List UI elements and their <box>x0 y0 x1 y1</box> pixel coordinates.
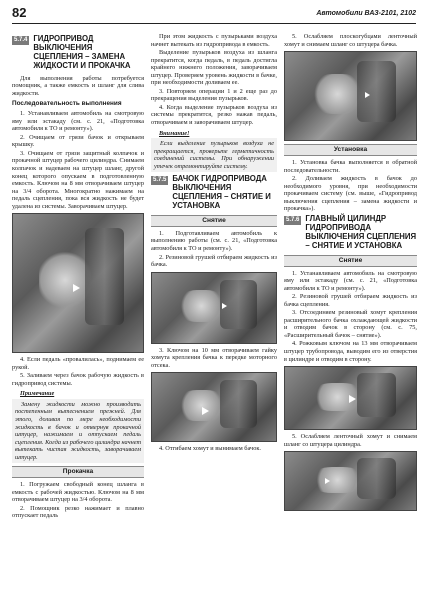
paragraph: 1. Устанавливаем автомобиль на смотровую яму или эстакаду (см. с. 21, «Подготовка автомобиля к ТО и ремонту»). <box>284 269 417 292</box>
paragraph: 2. Помощник резко нажимает и плавно отпускает педаль <box>12 504 144 520</box>
note-text: Замену жидкости можно производить постепенным вытеснением прежней. Для этого, доливая по мере необходимости жидкость в бачок и отвернув прокачной штуцер, нажимаем и отпускаем педаль сцепления. Когда из рабочего цилиндра начнет вытекать чистая жидкость, заворачиваем штуцер. <box>12 399 144 463</box>
paragraph: 4. Когда выделение пузырьков воздуха из системы прекратится, резко нажав педаль, отворачиваем и заворачиваем штуцер. <box>151 103 277 127</box>
paragraph: 1. Погружаем свободный конец шланга в емкость с рабочей жидкостью. Ключом на 8 мм отворачиваем штуцер на 3/4 оборота. <box>12 481 144 504</box>
photo-reservoir-clamp <box>151 372 277 442</box>
photo-master-cylinder-hose <box>284 451 417 511</box>
running-title: Автомобили ВАЗ-2101, 2102 <box>316 10 416 17</box>
subheading-removal: Снятие <box>151 215 277 227</box>
paragraph: 5. Ослабляем плоскогубцами ленточный хомут и снимаем шланг со штуцера бачка. <box>284 33 417 48</box>
column-left <box>12 33 144 592</box>
paragraph: 1. Установка бачка выполняется в обратной последовательности. <box>284 159 417 174</box>
paragraph: 2. Резиновой грушей отбираем жидкость из бачка сцепления. <box>284 293 417 308</box>
paragraph: При этом жидкость с пузырьками воздуха начнет вытекать из гидропривода в емкость. <box>151 33 277 48</box>
paragraph: 4. Отгибаем хомут и вынимаем бачок. <box>159 445 261 453</box>
paragraph: 2. Очищаем от грязи бачок и открываем крышку. <box>12 133 144 149</box>
photo-master-cylinder-fitting <box>284 366 417 430</box>
section-heading <box>151 175 277 211</box>
section-number: 5.7.6 <box>284 216 301 225</box>
intro-paragraph: Для выполнения работы потребуется помощник, а также емкость и шланг для слива жидкости. <box>12 74 144 97</box>
paragraph: 4. Если педаль «провалилась», поднимаем ее рукой. <box>12 356 144 371</box>
photo-reservoir-bulb <box>151 272 277 344</box>
section-heading <box>12 35 144 71</box>
subheading-install: Установка <box>284 144 417 156</box>
section-title: БАЧОК ГИДРОПРИВОДА ВЫКЛЮЧЕНИЯ СЦЕПЛЕНИЯ – СНЯТИЕ И УСТАНОВКА <box>172 174 271 211</box>
sequence-title: Последовательность выполнения <box>12 100 122 108</box>
section-title: ГИДРОПРИВОД ВЫКЛЮЧЕНИЯ СЦЕПЛЕНИЯ – ЗАМЕНА ЖИДКОСТИ И ПРОКАЧКА <box>33 34 131 70</box>
warning-text: Если выделение пузырьков воздуха не прекращается, проверьте герметичность соединений системы. При обнаружении утечек отремонтируйте систему. <box>151 138 277 172</box>
arrow-icon <box>365 92 370 98</box>
paragraph: 1. Подготавливаем автомобиль к выполнению работы (см. с. 21, «Подготовка автомобиля к ТО и ремонту»). <box>151 229 277 252</box>
photo-slave-cylinder <box>12 213 144 353</box>
column-right <box>284 33 417 592</box>
subheading-removal: Снятие <box>284 255 417 267</box>
paragraph: 4. Рожковым ключом на 13 мм отворачиваем штуцер трубопровода, выводим его из отверстия в цилиндре и отводим в сторону. <box>284 340 417 363</box>
arrow-icon <box>202 407 209 415</box>
arrow-icon <box>325 478 330 484</box>
column-middle <box>151 33 277 592</box>
arrow-icon <box>349 395 356 403</box>
paragraph: 2. Резиновой грушей отбираем жидкость из бачка. <box>151 253 277 269</box>
section-number: 5.7.5 <box>151 176 168 185</box>
arrow-icon <box>73 284 80 292</box>
paragraph: 3. Ключом на 10 мм отворачиваем гайку хомута крепления бачка к передке моторного отсека. <box>151 346 277 369</box>
note-label: Примечание <box>20 390 55 398</box>
page-number: 82 <box>12 5 27 20</box>
section-title: ГЛАВНЫЙ ЦИЛИНДР ГИДРОПРИВОДА ВЫКЛЮЧЕНИЯ СЦЕПЛЕНИЯ – СНЯТИЕ И УСТАНОВКА <box>305 213 417 250</box>
paragraph: 1. Устанавливаем автомобиль на смотровую яму или эстакаду (см. с. 21, «Подготовка автомобиля к ТО и ремонту»). <box>12 110 144 133</box>
paragraph: 5. Ослабляем ленточный хомут и снимаем шланг со штуцера цилиндра. <box>284 433 417 448</box>
paragraph: 3. Отсоединяем резиновый хомут крепления расширительного бачка охлаждающей жидкости и отводим бачок в сторону (см. с. 75, «Расширительный бачок – снятие»). <box>284 309 417 339</box>
paragraph: 2. Доливаем жидкость в бачок до необходимого уровня, при необходимости прокачиваем систему (см. выше, «Гидропривод выключения сцепления – замена жидкости и прокачка»). <box>284 175 417 213</box>
paragraph: Выделение пузырьков воздуха из шланга прекратится, когда педаль, в педаль достигла крайнего нижнего положения, заворачиваем штуцер. Проверяем уровень жидкости в бачке, при необходимости доливаем ее. <box>151 49 277 87</box>
page-header <box>12 6 416 24</box>
arrow-icon <box>222 303 227 309</box>
section-number: 5.7.4 <box>12 36 29 45</box>
photo-reservoir-hose <box>284 51 417 141</box>
paragraph: 3. Очищаем от грязи защитный колпачок и прокачной штуцер рабочего цилиндра. Снимаем колпачок и надеваем на штуцер шланг, другой конец которого опускаем в подготовленную емкость. Ключом на 8 мм отворачиваем штуцер на 3/4 оборота. Многократно нажимаем на педаль сцепления, пока вся жидкость не будет удалена из системы. Заворачиваем штуцер. <box>12 149 144 210</box>
subheading-pumping: Прокачка <box>12 466 144 478</box>
warning-label: Внимание! <box>159 129 190 137</box>
paragraph: 5. Заливаем через бачок рабочую жидкость в гидропривод системы. <box>12 372 144 387</box>
paragraph: 3. Повторяем операции 1 и 2 еще раз до прекращения выделения пузырьков. <box>151 87 277 103</box>
section-heading <box>284 215 417 251</box>
